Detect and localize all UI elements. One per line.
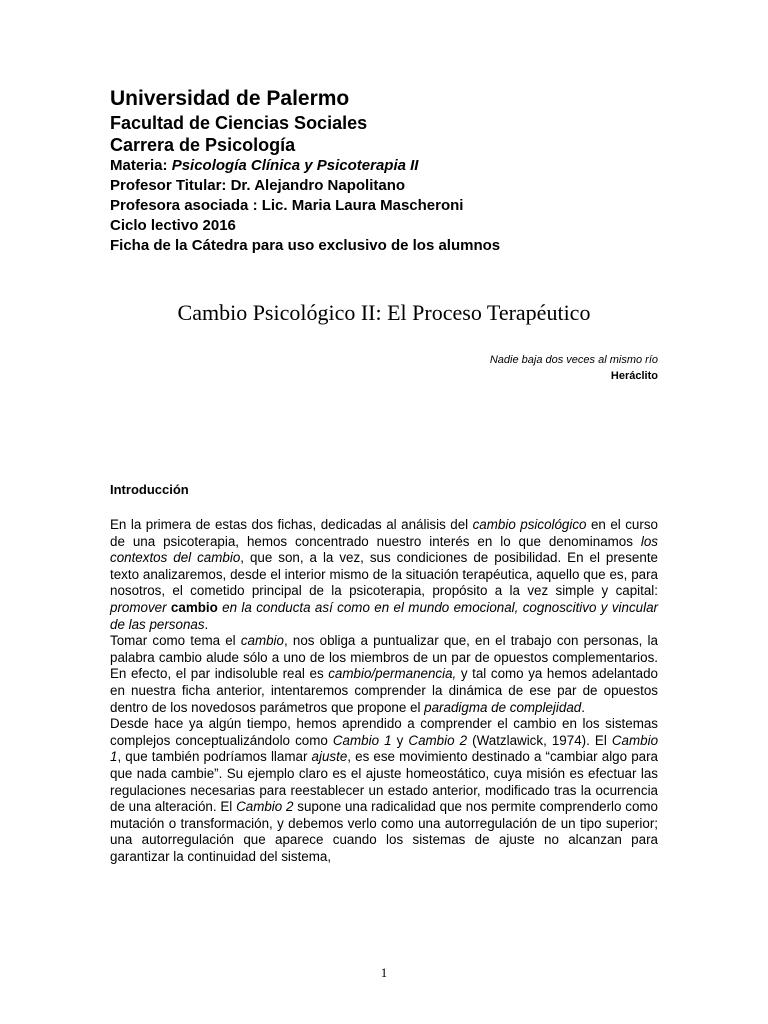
emphasis-run: promover [110, 599, 171, 615]
strong-run: cambio [170, 599, 218, 615]
text-run: Desde hace ya algún tiempo, hemos aprendido a comprender el cambio en los sistemas complejos conceptualizándolo como [110, 716, 658, 748]
text-run: , nos obliga a puntualizar que, en el trabajo con personas, la palabra cambio alude sólo a uno de los miembros de un par de opuestos complementarios. En efecto, el par indisoluble real es [110, 633, 658, 682]
emphasis-run: ajuste [311, 749, 348, 765]
text-run: , que son, a la vez, sus condiciones de posibilidad. En el presente texto analizaremos, desde el interior mismo de la situación terapéutica, aquello que es, para nosotros, el cometido principal de la psicoterapia, propósito a la vez simple y capital: [110, 550, 658, 599]
subject-line [110, 156, 670, 176]
text-run: en el curso de una psicoterapia, hemos concentrado nuestro interés en lo que denominamos [110, 517, 658, 549]
text-run: . [204, 616, 209, 632]
text-run: Tomar como tema el [110, 633, 241, 649]
emphasis-run: Cambio 1 [110, 732, 659, 765]
subject-label: Materia: [110, 157, 168, 174]
university-name: Universidad de Palermo [110, 87, 350, 110]
text-run: y [391, 732, 409, 748]
page-number: 1 [380, 965, 388, 980]
body-text [110, 517, 658, 865]
subject-value: Psicología Clínica y Psicoterapia II [171, 157, 419, 174]
text-run: y tal como ya hemos adelantado en nuestra ficha anterior, intentaremos comprender la dinámica de ese par de opuestos dentro de los novedosos parámetros que propone el [110, 666, 658, 715]
professor-line: Profesor Titular: Dr. Alejandro Napolitano [110, 177, 406, 194]
epigraph-quote: Nadie baja dos veces al mismo río [489, 354, 658, 366]
emphasis-run: en la conducta así como en el mundo emocional, cognoscitivo y vincular de las personas [110, 599, 658, 632]
text-run: (Watzlawick, 1974). El [467, 732, 612, 748]
paragraph-1 [110, 517, 658, 633]
emphasis-run: Cambio 2 [236, 799, 294, 815]
document-header [110, 86, 670, 256]
text-run: , es ese movimiento destinado a “cambiar algo para que nada cambie”. Su ejemplo claro es el ajuste homeostático, cuya misión es efectuar las regulaciones necesarias para reestablecer un estado anterior, modificado tras la ocurrencia de una alteración. El [110, 749, 658, 815]
emphasis-run: Cambio 2 [408, 732, 468, 748]
emphasis-run: Cambio 1 [332, 732, 392, 748]
text-run: . [581, 699, 585, 715]
associate-line: Profesora asociada : Lic. Maria Laura Mascheroni [110, 197, 464, 214]
paragraph-3 [110, 716, 658, 865]
document-title: Cambio Psicológico II: El Proceso Terapéutico [177, 300, 591, 325]
paragraph-2 [110, 633, 658, 716]
career-name: Carrera de Psicología [110, 135, 296, 155]
emphasis-run: cambio psicológico [472, 517, 587, 532]
text-run: supone una radicalidad que nos permite comprenderlo como mutación o transformación, y debemos verlo como una autorregulación de un tipo superior; una autorregulación que aparece cuando los sistemas de ajuste no alcanzan para garantizar la continuidad del sistema, [110, 799, 659, 864]
text-run: , que también podríamos llamar [117, 749, 312, 765]
text-run: En la primera de estas dos fichas, dedicadas al análisis del [110, 517, 473, 532]
emphasis-run: paradigma de complejidad [424, 699, 582, 715]
section-heading: Introducción [110, 482, 189, 497]
emphasis-run: cambio [240, 633, 284, 649]
emphasis-run: cambio/permanencia, [328, 666, 457, 682]
epigraph [258, 352, 658, 384]
emphasis-run: los contextos del cambio [110, 533, 658, 566]
cycle-line: Ciclo lectivo 2016 [110, 217, 236, 234]
note-line: Ficha de la Cátedra para uso exclusivo de los alumnos [110, 237, 501, 254]
faculty-name: Facultad de Ciencias Sociales [110, 113, 368, 133]
epigraph-author: Heráclito [610, 370, 658, 382]
